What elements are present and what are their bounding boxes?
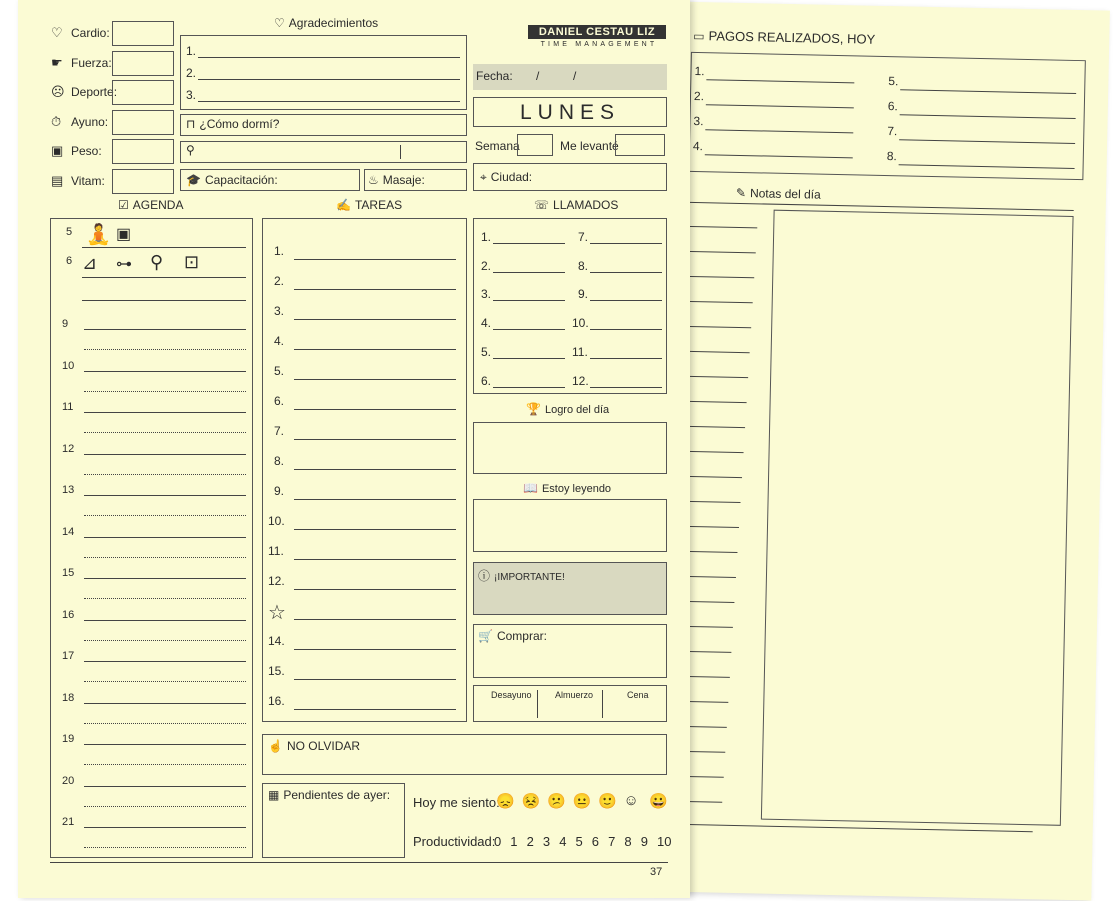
shopping-field bbox=[478, 629, 547, 643]
training-label: Capacitación: bbox=[204, 173, 278, 187]
notes-title: Notas del día bbox=[749, 186, 821, 202]
week-label: Semana bbox=[475, 139, 520, 153]
productivity-value[interactable]: 5 bbox=[575, 834, 583, 849]
pen-icon: ✎ bbox=[735, 185, 747, 201]
gratitude-header bbox=[274, 16, 378, 30]
dumbbell-icon: ⊶ bbox=[116, 256, 132, 273]
agenda-hour: 17 bbox=[62, 650, 75, 662]
payment-number: 3. bbox=[693, 113, 704, 129]
task-number: 3. bbox=[274, 304, 285, 318]
productivity-value[interactable]: 8 bbox=[624, 834, 632, 849]
agenda-half-line[interactable] bbox=[84, 764, 246, 765]
task-line[interactable] bbox=[294, 259, 456, 260]
tasks-header bbox=[336, 198, 402, 212]
alert-icon: ⓘ bbox=[478, 569, 491, 583]
phone-icon: ☏ bbox=[534, 198, 550, 212]
task-number: 9. bbox=[274, 484, 285, 498]
mood-face-icon[interactable]: 😞 bbox=[496, 793, 515, 810]
reading-header bbox=[523, 481, 611, 495]
location-pin-icon: ⌖ bbox=[480, 170, 487, 184]
agenda-hour: 21 bbox=[62, 816, 75, 828]
agenda-line[interactable] bbox=[84, 620, 246, 621]
vital-input[interactable] bbox=[112, 110, 174, 135]
payments-header bbox=[693, 28, 875, 47]
agenda-hour: 9 bbox=[62, 318, 69, 330]
tasks-box[interactable] bbox=[262, 218, 467, 722]
arm-icon: ☛ bbox=[51, 54, 63, 70]
task-number: 16. bbox=[268, 694, 285, 708]
task-line[interactable] bbox=[294, 409, 456, 410]
task-number: 14. bbox=[268, 634, 285, 648]
notes-line[interactable] bbox=[683, 351, 750, 353]
task-line[interactable] bbox=[294, 709, 456, 710]
tasks-title: TAREAS bbox=[354, 198, 403, 212]
task-line[interactable] bbox=[294, 679, 456, 680]
reminder-title: NO OLVIDAR bbox=[286, 739, 361, 753]
agenda-hour: 11 bbox=[62, 401, 74, 413]
agenda-hour: 13 bbox=[62, 484, 75, 496]
face-icon: ☹ bbox=[51, 84, 65, 99]
call-number: 12. bbox=[572, 373, 589, 388]
calendar-icon: ☑ bbox=[118, 198, 129, 212]
brand-tagline: TIME MANAGEMENT bbox=[540, 41, 658, 48]
agenda-line[interactable] bbox=[84, 454, 246, 455]
notes-line[interactable] bbox=[685, 226, 757, 229]
payment-number: 8. bbox=[886, 149, 897, 164]
agenda-hour: 15 bbox=[62, 567, 75, 579]
bottle-icon: ▤ bbox=[51, 172, 64, 188]
call-number: 10. bbox=[572, 316, 589, 331]
call-number: 1. bbox=[481, 230, 492, 244]
vital-label: Vitam: bbox=[71, 173, 105, 188]
call-number: 3. bbox=[481, 287, 492, 302]
pending-field bbox=[268, 788, 390, 802]
call-line[interactable] bbox=[590, 300, 662, 301]
agenda-hour: 10 bbox=[62, 359, 75, 372]
task-number: 15. bbox=[268, 664, 285, 678]
reminder-hand-icon: ☝ bbox=[268, 739, 283, 753]
agenda-line[interactable] bbox=[84, 786, 246, 787]
notes-line[interactable] bbox=[683, 326, 751, 328]
call-line[interactable] bbox=[590, 329, 662, 330]
page-number: 37 bbox=[650, 866, 663, 878]
call-number: 4. bbox=[481, 316, 492, 331]
meditation-icon: ⚲ bbox=[186, 143, 195, 157]
agenda-line[interactable] bbox=[84, 412, 246, 413]
agenda-half-line[interactable] bbox=[84, 515, 246, 516]
agenda-half-line[interactable] bbox=[84, 391, 246, 392]
task-number: 4. bbox=[274, 334, 285, 348]
agenda-half-line[interactable] bbox=[84, 349, 246, 350]
meals-divider-1 bbox=[537, 690, 538, 718]
calls-header bbox=[534, 198, 618, 212]
call-number: 5. bbox=[481, 344, 492, 359]
achievement-header bbox=[526, 402, 609, 416]
reminder-field bbox=[268, 739, 360, 753]
gratitude-number: 3. bbox=[186, 88, 197, 102]
woke-label: Me levanté bbox=[560, 139, 619, 153]
gratitude-line[interactable] bbox=[198, 101, 460, 102]
graduation-cap-icon: 🎓 bbox=[186, 173, 201, 187]
agenda-line[interactable] bbox=[84, 578, 246, 579]
notes-top-rule bbox=[684, 202, 1074, 211]
task-line[interactable] bbox=[294, 559, 456, 560]
payment-number: 1. bbox=[694, 63, 705, 79]
agenda-line[interactable] bbox=[84, 495, 246, 496]
money-icon: ▭ bbox=[693, 28, 705, 44]
agenda-half-line[interactable] bbox=[84, 681, 246, 682]
date-separator-2: / bbox=[573, 69, 577, 83]
mood-label: Hoy me siento: bbox=[413, 795, 500, 810]
meditation-box[interactable] bbox=[180, 141, 467, 163]
agenda-line[interactable] bbox=[84, 371, 246, 372]
weight-scale-icon: ⊡ bbox=[184, 252, 200, 272]
notes-header bbox=[736, 186, 821, 202]
agenda-box[interactable] bbox=[50, 218, 253, 858]
vital-input[interactable] bbox=[112, 80, 174, 105]
productivity-value[interactable]: 1 bbox=[510, 834, 518, 849]
clipboard-icon: ▦ bbox=[268, 788, 280, 802]
agenda-title: AGENDA bbox=[132, 198, 184, 212]
agenda-hour: 14 bbox=[62, 525, 75, 538]
reading-title: Estoy leyendo bbox=[541, 483, 612, 495]
tennis-racket-icon: ⚲ bbox=[150, 252, 164, 272]
task-line[interactable] bbox=[294, 319, 456, 320]
payment-number: 2. bbox=[693, 88, 705, 104]
training-field bbox=[186, 173, 278, 187]
meditation-divider bbox=[400, 145, 401, 159]
productivity-value[interactable]: 0 bbox=[494, 834, 502, 849]
massage-label: Masaje: bbox=[382, 173, 425, 187]
task-line[interactable] bbox=[294, 439, 456, 440]
city-field bbox=[480, 170, 532, 185]
agenda-hour: 20 bbox=[62, 774, 75, 787]
call-number: 7. bbox=[578, 230, 589, 244]
book-icon: 📖 bbox=[523, 481, 538, 495]
agenda-half-line[interactable] bbox=[84, 847, 246, 848]
bottom-rule bbox=[50, 862, 668, 863]
breakfast-label: Desayuno bbox=[491, 690, 532, 700]
task-line[interactable] bbox=[294, 349, 456, 350]
woke-input[interactable] bbox=[615, 134, 665, 156]
call-number: 11. bbox=[572, 344, 588, 359]
task-number: 1. bbox=[274, 244, 285, 258]
task-number: 7. bbox=[274, 424, 285, 438]
vital-input[interactable] bbox=[112, 21, 174, 46]
payments-title: PAGOS REALIZADOS, HOY bbox=[708, 28, 876, 47]
agenda-line[interactable] bbox=[82, 247, 246, 248]
reading-box[interactable] bbox=[473, 499, 667, 552]
left-page bbox=[18, 0, 690, 898]
task-number: 11. bbox=[268, 544, 284, 558]
notes-line[interactable] bbox=[681, 426, 745, 428]
agenda-hour: 6 bbox=[66, 255, 73, 267]
bed-icon: ⊓ bbox=[186, 117, 196, 131]
important-field bbox=[478, 567, 565, 584]
notes-line[interactable] bbox=[682, 401, 747, 403]
productivity-value[interactable]: 9 bbox=[640, 834, 648, 849]
city-label: Ciudad: bbox=[490, 170, 533, 184]
vital-label: Ayuno: bbox=[71, 114, 109, 129]
vital-label: Deporte: bbox=[71, 85, 118, 99]
call-line[interactable] bbox=[590, 243, 662, 244]
vital-input[interactable] bbox=[112, 139, 174, 164]
productivity-value[interactable]: 4 bbox=[559, 834, 567, 849]
task-number: 8. bbox=[274, 454, 285, 468]
agenda-hour: 5 bbox=[66, 226, 73, 238]
task-number: 10. bbox=[268, 514, 285, 528]
task-line[interactable] bbox=[294, 289, 456, 290]
calls-title: LLAMADOS bbox=[553, 198, 619, 212]
call-number: 9. bbox=[578, 287, 589, 302]
sleep-label: ¿Cómo dormí? bbox=[199, 117, 280, 131]
scale-icon: ▣ bbox=[51, 143, 64, 158]
task-line[interactable] bbox=[294, 469, 456, 470]
call-line[interactable] bbox=[590, 272, 662, 273]
payment-number: 6. bbox=[887, 99, 899, 114]
heart-icon: ♡ bbox=[51, 25, 63, 40]
productivity-label: Productividad: bbox=[413, 834, 496, 849]
payment-number: 5. bbox=[888, 74, 899, 89]
call-line[interactable] bbox=[493, 272, 565, 273]
gratitude-box[interactable] bbox=[180, 35, 467, 110]
call-line[interactable] bbox=[493, 387, 565, 388]
brand-name: DANIEL CESTAU LIZ bbox=[528, 25, 666, 39]
call-number: 2. bbox=[481, 258, 492, 273]
agenda-line[interactable] bbox=[84, 703, 246, 704]
massage-field bbox=[368, 173, 425, 187]
gratitude-number: 1. bbox=[186, 44, 197, 58]
notes-box[interactable] bbox=[761, 210, 1074, 826]
payment-number: 7. bbox=[887, 124, 898, 139]
mood-face-icon[interactable]: 😣 bbox=[521, 793, 541, 810]
pending-title: Pendientes de ayer: bbox=[283, 788, 391, 802]
vital-label: Peso: bbox=[71, 144, 102, 158]
date-separator-1: / bbox=[536, 69, 540, 83]
agenda-line[interactable] bbox=[84, 827, 246, 828]
call-line[interactable] bbox=[493, 243, 565, 244]
agenda-half-line[interactable] bbox=[84, 598, 246, 599]
task-line[interactable] bbox=[294, 589, 456, 590]
call-number: 8. bbox=[578, 258, 589, 273]
shopping-title: Comprar: bbox=[496, 629, 547, 643]
task-number: 6. bbox=[274, 394, 285, 408]
vital-input[interactable] bbox=[112, 169, 174, 194]
vital-input[interactable] bbox=[112, 51, 174, 76]
achievement-title: Logro del día bbox=[544, 404, 610, 416]
vital-label: Cardio: bbox=[71, 26, 110, 40]
agenda-half-line[interactable] bbox=[84, 806, 246, 807]
call-line[interactable] bbox=[493, 358, 565, 359]
mood-face-icon[interactable]: 😕 bbox=[547, 793, 566, 810]
task-line[interactable] bbox=[294, 619, 456, 620]
vital-label: Fuerza: bbox=[71, 55, 112, 70]
day-of-week: LUNES bbox=[519, 101, 621, 124]
payment-number: 4. bbox=[692, 138, 704, 154]
agenda-hour: 19 bbox=[62, 733, 75, 745]
agenda-hour: 16 bbox=[62, 608, 75, 621]
task-line[interactable] bbox=[294, 379, 456, 380]
productivity-value[interactable]: 7 bbox=[608, 834, 616, 849]
supplement-icon: ▣ bbox=[116, 226, 132, 243]
productivity-value[interactable]: 10 bbox=[657, 834, 672, 849]
hand-heart-icon: ♡ bbox=[274, 16, 285, 30]
mood-face-icon[interactable]: 😐 bbox=[572, 793, 592, 810]
achievement-box[interactable] bbox=[473, 422, 667, 474]
gratitude-title: Agradecimientos bbox=[288, 16, 379, 30]
lunch-label: Almuerzo bbox=[555, 690, 594, 700]
stopwatch-icon: ⏱ bbox=[51, 113, 62, 129]
sleep-field bbox=[186, 117, 279, 131]
massage-icon: ♨ bbox=[368, 173, 379, 187]
notes-line[interactable] bbox=[684, 276, 754, 278]
notes-line[interactable] bbox=[681, 451, 744, 453]
mood-face-icon[interactable]: 😀 bbox=[649, 793, 668, 810]
agenda-line[interactable] bbox=[84, 744, 246, 745]
star-icon: ☆ bbox=[268, 602, 286, 624]
trophy-icon: 🏆 bbox=[526, 402, 541, 416]
cart-icon: 🛒 bbox=[478, 629, 493, 643]
agenda-half-line[interactable] bbox=[84, 557, 246, 558]
agenda-half-line[interactable] bbox=[84, 723, 246, 724]
agenda-hour: 12 bbox=[62, 442, 75, 455]
productivity-value[interactable]: 2 bbox=[526, 834, 534, 849]
productivity-value[interactable]: 3 bbox=[542, 834, 551, 849]
gratitude-line[interactable] bbox=[198, 79, 460, 80]
calls-box[interactable] bbox=[473, 218, 667, 394]
agenda-half-line[interactable] bbox=[84, 432, 246, 433]
week-input[interactable] bbox=[517, 134, 553, 156]
agenda-hour: 18 bbox=[62, 691, 75, 704]
dinner-label: Cena bbox=[627, 690, 649, 700]
agenda-line[interactable] bbox=[84, 537, 246, 538]
agenda-line[interactable] bbox=[82, 300, 246, 301]
task-line[interactable] bbox=[294, 529, 456, 530]
notes-line[interactable] bbox=[684, 301, 753, 303]
task-number: 2. bbox=[274, 274, 285, 288]
notes-line[interactable] bbox=[682, 376, 748, 378]
notes-line[interactable] bbox=[685, 251, 756, 253]
call-line[interactable] bbox=[590, 358, 662, 359]
gratitude-number: 2. bbox=[186, 66, 197, 80]
meals-divider-2 bbox=[602, 690, 603, 718]
productivity-value[interactable]: 6 bbox=[591, 834, 600, 849]
checklist-icon: ✍ bbox=[336, 198, 351, 212]
treadmill-icon: ⊿ bbox=[82, 253, 98, 273]
call-line[interactable] bbox=[493, 329, 565, 330]
task-number: 5. bbox=[274, 364, 285, 378]
date-label: Fecha: bbox=[476, 69, 513, 83]
mood-face-icon[interactable]: 🙂 bbox=[598, 793, 617, 810]
task-line[interactable] bbox=[294, 649, 456, 650]
gratitude-line[interactable] bbox=[198, 57, 460, 58]
notes-bottom-rule bbox=[671, 824, 1033, 833]
task-line[interactable] bbox=[294, 499, 456, 500]
agenda-line[interactable] bbox=[82, 277, 246, 278]
agenda-half-line[interactable] bbox=[84, 640, 246, 641]
agenda-header bbox=[118, 198, 183, 212]
call-line[interactable] bbox=[590, 387, 662, 388]
agenda-half-line[interactable] bbox=[84, 474, 246, 475]
important-title: ¡IMPORTANTE! bbox=[494, 572, 565, 583]
agenda-line[interactable] bbox=[84, 661, 246, 662]
task-number: 12. bbox=[268, 574, 285, 588]
yoga-icon: 🧘 bbox=[86, 224, 111, 246]
call-line[interactable] bbox=[493, 300, 565, 301]
call-number: 6. bbox=[481, 373, 492, 388]
mood-face-icon[interactable]: ☺ bbox=[623, 792, 639, 809]
agenda-line[interactable] bbox=[84, 329, 246, 330]
